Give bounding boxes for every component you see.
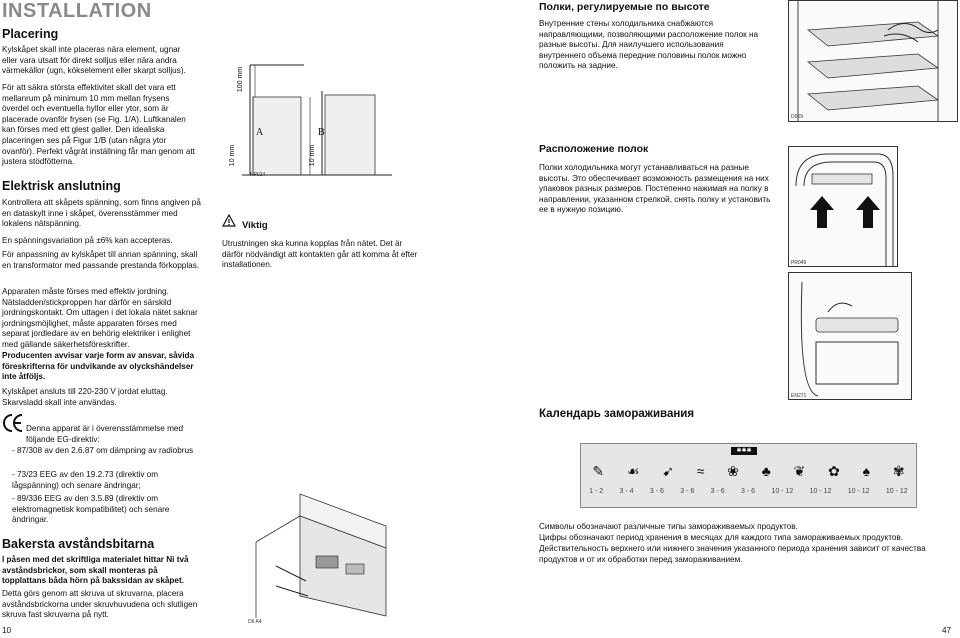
meat-icon: ☙: [626, 462, 640, 479]
figure-code-shelf: D069: [791, 114, 803, 120]
door-shelf-figure: [788, 272, 912, 400]
position-heading: Расположение полок: [539, 143, 649, 155]
bread-icon: ❀: [727, 462, 739, 479]
beef-icon: ♠: [862, 463, 871, 479]
shelf-position-figure: [788, 146, 898, 267]
shelf-adjust-figure: [788, 0, 958, 122]
period-3: 3 - 6: [649, 488, 664, 495]
fruit-icon: ✾: [892, 462, 905, 479]
figure-label-b: B: [318, 127, 325, 138]
electrical-text-5: Kylskåpet ansluts till 220-230 V jordat eluttag. Skarvsladd skall inte användas.: [2, 387, 168, 407]
page-number-left: 10: [2, 626, 12, 635]
figure-code-door: EN271: [791, 393, 807, 399]
electrical-text-2: En spänningsvariation på ±6% kan accepteras.: [2, 236, 173, 245]
ce-item-1: - 87/308 av den 2.6.87 om dämpning av radiobrus: [12, 446, 194, 455]
spacers-heading: Bakersta avståndsbitarna: [2, 537, 155, 551]
electrical-heading: Elektrisk anslutning: [2, 179, 121, 193]
viktig-heading: Viktig: [242, 220, 268, 231]
vegetable-icon: ♣: [761, 463, 771, 479]
period-9: 10 - 12: [847, 488, 870, 495]
period-8: 10 - 12: [809, 488, 832, 495]
dim-10mm-label-b: 10 mm: [309, 144, 317, 167]
placering-text-1: Kylskåpet skall inte placeras nära element, ugnar eller vara utsatt för direkt solljus eller nära andra värmekällor (ugn, kökselement eller skarpt solljus).: [2, 45, 186, 76]
period-6: 3 - 6: [741, 488, 756, 495]
figure-code-1: NP024: [250, 172, 266, 178]
period-1: 1 - 2: [589, 488, 604, 495]
period-4: 3 - 6: [680, 488, 695, 495]
calendar-heading: Календарь замораживания: [539, 408, 695, 420]
fish-2-icon: ≈: [696, 463, 705, 479]
placering-heading: Placering: [2, 27, 59, 41]
warning-icon: [222, 214, 236, 227]
dim-100mm-label: 100 mm: [237, 66, 245, 93]
figure-label-a: A: [256, 127, 264, 138]
figure-code-pos: PR049: [791, 260, 807, 266]
shelves-text: Внутренние стены холодильника снабжаются направляющими, позволяющими расположение полок на разные высоты. Для наилучшего использования внутреннего объема передние половины полок можно положить на задние.: [539, 19, 759, 71]
liability-warning: Producenten avvisar varje form av ansvar, såvida föreskrifterna för undvikande av olyckshändelser inte åtföljs.: [2, 351, 195, 382]
calendar-text-3: Действительность верхнего или нижнего значения указанного периода хранения зависит от качества продуктов и от их обработки перед замораживанием.: [539, 544, 926, 564]
period-5: 3 - 6: [710, 488, 725, 495]
spacers-bold-text: I påsen med det skriftliga materialet hittar Ni två avståndsbrickor, som skall monteras på topplattans båda hörn på bakssidan av skåpet.: [2, 555, 189, 586]
ce-item-3: - 89/336 EEG av den 3.5.89 (direktiv om elektromagnetisk kompatibilitet) och senare ändringar.: [12, 494, 170, 525]
up-arrow-icon-left: [810, 196, 834, 233]
page-title: INSTALLATION: [2, 0, 152, 22]
up-arrow-icon-right: [856, 196, 880, 233]
calendar-text-1: Символы обозначают различные типы замораживаемых продуктов.: [539, 522, 798, 531]
ce-mark-icon: [2, 412, 24, 434]
electrical-text-3: För anpassning av kylskåpet till annan spänning, skall en transformator med passande prestanda förkopplas.: [2, 250, 200, 270]
spacer-install-figure: [246, 486, 394, 626]
dim-10mm-label-a: 10 mm: [229, 144, 237, 167]
cake-icon: ✿: [828, 462, 840, 479]
period-10: 10 - 12: [885, 488, 908, 495]
storage-periods-row: [581, 488, 916, 495]
poultry-icon: ➹: [662, 462, 674, 479]
figure-code-2: D6 A4: [248, 619, 262, 625]
fish-icon: ✎: [592, 462, 605, 479]
ce-text: Denna apparat är i överensstämmelse med följande EG-direktiv:: [26, 424, 184, 444]
sausage-icon: ❦: [793, 462, 806, 479]
calendar-text-2: Цифры обозначают период хранения в месяцах для каждого типа замораживаемых продуктов.: [539, 533, 904, 542]
freezing-calendar-panel: [580, 443, 917, 508]
page-number-right: 47: [942, 626, 952, 635]
shelves-heading: Полки, регулируемые по высоте: [539, 1, 710, 13]
food-icon-row: [581, 458, 916, 484]
placering-text-2: För att säkra största effektivitet skall det vara ett mellanrum på minimum 10 mm mellan frysens överdel och eventuella hyllor eller ytor, som är placerade ovanför frysen (se Fig. 1/A). Luftkanalen kan förses med ett glest galler. Den idealiska placeringen ses på Figur 1/B (utan några ytor ovanför). Perfekt vågrät inställning får man genom att justera stödfötterna.: [2, 83, 195, 167]
period-7: 10 - 12: [771, 488, 794, 495]
ce-item-2: - 73/23 EEG av den 19.2.73 (direktiv om lågspänning) och senare ändringar;: [12, 470, 159, 490]
electrical-text-4: Apparaten måste förses med effektiv jordning. Nätsladden/stickproppen har därför en särskild jordningskontakt. Om uttagen i det lokala nätet saknar jordningsmöjlighet, måste apparaten förses med separat jordledare av en behörig elektriker i enlighet med gällande säkerhetsföreskrifter.: [2, 287, 198, 349]
stars-badge: ✱✱✱: [731, 447, 757, 455]
electrical-text-1: Kontrollera att skåpets spänning, som finns angiven på en dataskylt inne i skåpet, överensstämmer med lokalens nätspänning.: [2, 198, 201, 229]
spacers-text: Detta görs genom att skruva ut skruvarna, placera avståndsbrickorna under skruvhuvudena och slutligen skruva fast skruvarna på nytt.: [2, 589, 198, 620]
period-2: 3 - 4: [619, 488, 634, 495]
position-text: Полки холодильника могут устанавливаться на разные высоты. Это обеспечивает возможность размещения на них упаковок разных размеров. Постепенно нажимая на полку в направлении, указанном стрелкой, снять полку и установить ее в нужную позицию.: [539, 163, 771, 215]
viktig-text: Utrustningen ska kunna kopplas från nätet. Det är därför nödvändigt att kontakten går att komma åt efter installationen.: [222, 239, 418, 270]
